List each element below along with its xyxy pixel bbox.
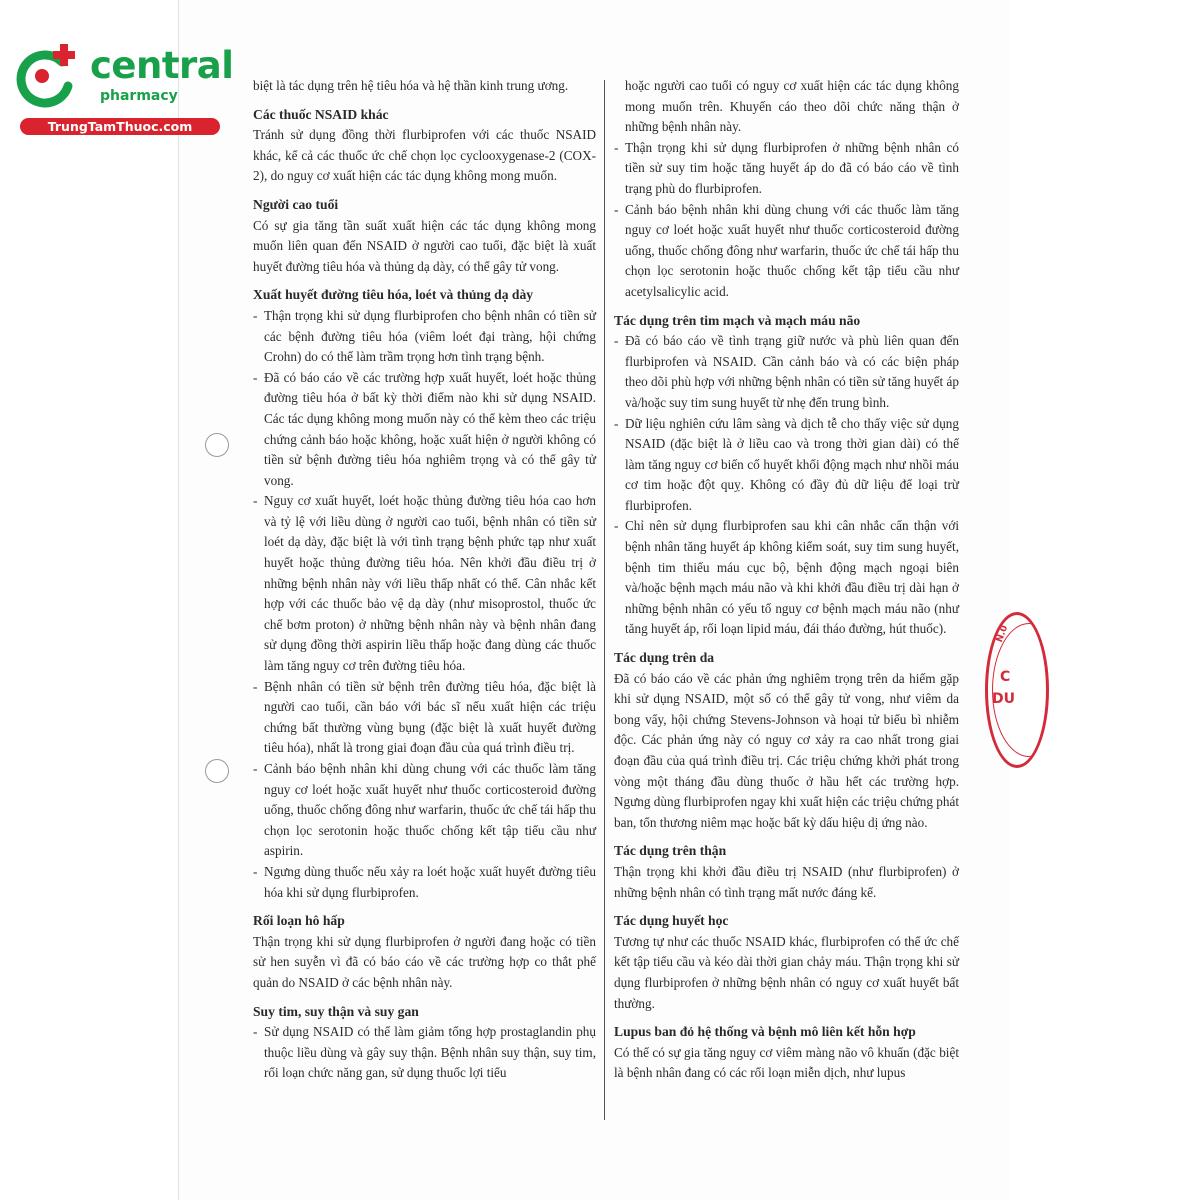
stamp-text: DU [992,691,1015,707]
stamp-text: N.0 [994,624,1011,644]
section-heading: Người cao tuổi [253,196,339,212]
list-item: - Sử dụng NSAID có thể làm giảm tổng hợp prostaglandin phụ thuộc liều dùng và gây suy thận. Bệnh nhân suy thận, suy tim, rối loạn chức năng gan, sử dụng thuốc lợi tiểu [253,1022,596,1084]
section-heading: Suy tim, suy thận và suy gan [253,1003,419,1019]
column-divider [604,80,605,1120]
list-item: - Dữ liệu nghiên cứu lâm sàng và dịch tễ cho thấy việc sử dụng NSAID (đặc biệt là ở liều cao và trong thời gian dài) có thể làm tăng nguy cơ biến cố huyết khối động mạch như nhồi máu cơ tim hoặc đột quỵ. Không có đầy đủ dữ liệu để loại trừ flurbiprofen. [614,414,959,517]
section [614,311,959,641]
list-item: - Ngưng dùng thuốc nếu xảy ra loét hoặc xuất huyết đường tiêu hóa khi sử dụng flurbiprofen. [253,862,596,903]
paragraph: hoặc người cao tuổi có nguy cơ xuất hiện các tác dụng không mong muốn trên. Khuyến cáo theo dõi chức năng thận ở những bệnh nhân này. [625,78,959,135]
section [253,911,596,993]
punch-hole [205,759,229,783]
list-item: - Thận trọng khi sử dụng flurbiprofen ở những bệnh nhân có tiền sử suy tim hoặc tăng huyết áp do đã có báo cáo về tình trạng phù do flurbiprofen. [614,138,959,200]
section-heading: Tác dụng trên tim mạch và mạch máu não [614,312,861,328]
section-heading: Rối loạn hô hấp [253,913,345,929]
bullet-list [253,1022,596,1084]
list-item: - Nguy cơ xuất huyết, loét hoặc thủng đường tiêu hóa cao hơn và tỷ lệ với liều dùng ở người cao tuổi, bệnh nhân có tiền sử loét dạ dày, đặc biệt là với tình trạng bệnh phức tạp như xuất huyết hoặc thủng đường tiêu hóa. Nên khởi đầu điều trị ở những bệnh nhân này với liều thấp nhất có thể. Cân nhắc kết hợp với các thuốc bảo vệ dạ dày (như misoprostol, thuốc ức chế bơm proton) ở những bệnh nhân này và bệnh nhân đang sử dụng đồng thời aspirin liều thấp hoặc đang dùng các thuốc làm tăng nguy cơ trên đường tiêu hóa. [253,491,596,676]
paragraph: Tương tự như các thuốc NSAID khác, flurbiprofen có thể ức chế kết tập tiểu cầu và kéo dài thời gian chảy máu. Thận trọng khi sử dụng flurbiprofen ở những bệnh nhân có nguy cơ xuất huyết bất thường. [614,933,959,1011]
section [614,841,959,903]
section-heading: Lupus ban đỏ hệ thống và bệnh mô liên kết hỗn hợp [614,1024,916,1040]
section [253,105,596,187]
pharmacy-cross-icon [10,40,80,110]
section [253,195,596,277]
brand-name: central [90,44,234,87]
section [614,648,959,833]
red-seal-stamp [985,612,1049,768]
section [253,1002,596,1084]
brand-subtitle: pharmacy [100,88,178,104]
section-heading: Tác dụng trên thận [614,843,727,859]
list-item: - Cảnh báo bệnh nhân khi dùng chung với các thuốc làm tăng nguy cơ loét hoặc xuất huyết như thuốc corticosteroid đường uống, thuốc chống đông như warfarin, thuốc ức chế tái hấp thu chọn lọc serotonin hoặc thuốc chống kết tập tiểu cầu như acetylsalicylic acid. [614,200,959,303]
punch-hole [205,433,229,457]
list-item: - Chỉ nên sử dụng flurbiprofen sau khi cân nhắc cẩn thận với bệnh nhân tăng huyết áp không kiểm soát, suy tim sung huyết, bệnh tim thiếu máu cục bộ, bệnh động mạch ngoại biên và/hoặc bệnh mạch máu não và khi khởi đầu điều trị dài hạn ở những bệnh nhân có yếu tố nguy cơ bệnh mạch máu não (như tăng huyết áp, rối loạn lipid máu, đái tháo đường, hút thuốc). [614,516,959,640]
left-column [253,76,596,1092]
bullet-list [253,306,596,903]
paragraph: biệt là tác dụng trên hệ tiêu hóa và hệ thần kinh trung ương. [253,78,569,93]
paragraph: Có sự gia tăng tần suất xuất hiện các tác dụng không mong muốn liên quan đến NSAID ở người cao tuổi, đặc biệt là xuất huyết đường tiêu hóa và thủng dạ dày, có thể gây tử vong. [253,217,596,274]
paragraph: Thận trọng khi khởi đầu điều trị NSAID (như flurbiprofen) ở những bệnh nhân có tình trạng mất nước đáng kể. [614,863,959,900]
section-heading: Tác dụng trên da [614,650,715,666]
stamp-ring [992,623,1049,757]
right-column [614,76,959,1092]
section-heading: Các thuốc NSAID khác [253,106,389,122]
section-heading: Xuất huyết đường tiêu hóa, loét và thủng dạ dày [253,287,534,303]
list-item: - Đã có báo cáo về tình trạng giữ nước và phù liên quan đến flurbiprofen và NSAID. Cần cảnh báo và có các biện pháp theo dõi phù hợp với những bệnh nhân có tiền sử tăng huyết áp và/hoặc suy tim sung huyết từ nhẹ đến trung bình. [614,331,959,413]
section [253,285,596,903]
list-item: - Thận trọng khi sử dụng flurbiprofen cho bệnh nhân có tiền sử các bệnh đường tiêu hóa (viêm loét đại tràng, hội chứng Crohn) do có thể làm trầm trọng hơn tình trạng bệnh. [253,306,596,368]
list-item: - Đã có báo cáo về các trường hợp xuất huyết, loét hoặc thủng đường tiêu hóa ở bất kỳ thời điểm nào khi sử dụng NSAID. Các tác dụng không mong muốn này có thể kèm theo các triệu chứng cảnh báo hoặc không, hoặc xuất hiện ở người không có tiền sử bệnh đường tiêu hóa nghiêm trọng và có thể gây tử vong. [253,368,596,492]
list-item: - Cảnh báo bệnh nhân khi dùng chung với các thuốc làm tăng nguy cơ loét hoặc xuất huyết như thuốc corticosteroid đường uống, thuốc chống đông như warfarin, thuốc ức chế tái hấp thu chọn lọc serotonin hoặc thuốc chống kết tập tiểu cầu như aspirin. [253,759,596,862]
page-margin-strip [1010,0,1200,1200]
paragraph: Thận trọng khi sử dụng flurbiprofen ở người đang hoặc có tiền sử hen suyễn vì đã có báo cáo về các trường hợp co thắt phế quản do NSAID ở các bệnh nhân này. [253,933,596,990]
section [614,1022,959,1084]
bullet-list [614,331,959,640]
paragraph: Tránh sử dụng đồng thời flurbiprofen với các thuốc NSAID khác, kể cả các thuốc ức chế chọn lọc cyclooxygenase-2 (COX-2), do nguy cơ xuất hiện các tác dụng không mong muốn. [253,127,596,184]
paragraph: Đã có báo cáo về các phản ứng nghiêm trọng trên da hiếm gặp khi sử dụng NSAID, một số có thể gây tử vong, như viêm da bong vẩy, hội chứng Stevens-Johnson và hoại tử biểu bì nhiễm độc. Các phản ứng này có nguy cơ xảy ra cao nhất trong giai đoạn đầu của quá trình điều trị. Các triệu chứng khởi phát trong vòng một tháng đầu dùng thuốc ở hầu hết các trường hợp. Ngưng dùng flurbiprofen ngay khi xuất hiện các triệu chứng phát ban, tổn thương niêm mạc hoặc bất kỳ dấu hiệu dị ứng nào. [614,670,959,830]
section [614,911,959,1014]
site-url[interactable]: TrungTamThuoc.com [20,118,220,135]
section-heading: Tác dụng huyết học [614,913,729,929]
paragraph: Có thể có sự gia tăng nguy cơ viêm màng não vô khuẩn (đặc biệt là bệnh nhân đang có các rối loạn miễn dịch, như lupus [614,1044,959,1081]
central-pharmacy-logo[interactable] [10,40,234,136]
bullet-list [614,138,959,303]
stamp-text: C [1000,669,1011,685]
list-item: - Bệnh nhân có tiền sử bệnh trên đường tiêu hóa, đặc biệt là người cao tuổi, cần báo với bác sĩ nếu xuất hiện các triệu chứng bất thường vùng bụng (đặc biệt là xuất huyết đường tiêu hóa), nhất là trong giai đoạn đầu của quá trình điều trị. [253,677,596,759]
